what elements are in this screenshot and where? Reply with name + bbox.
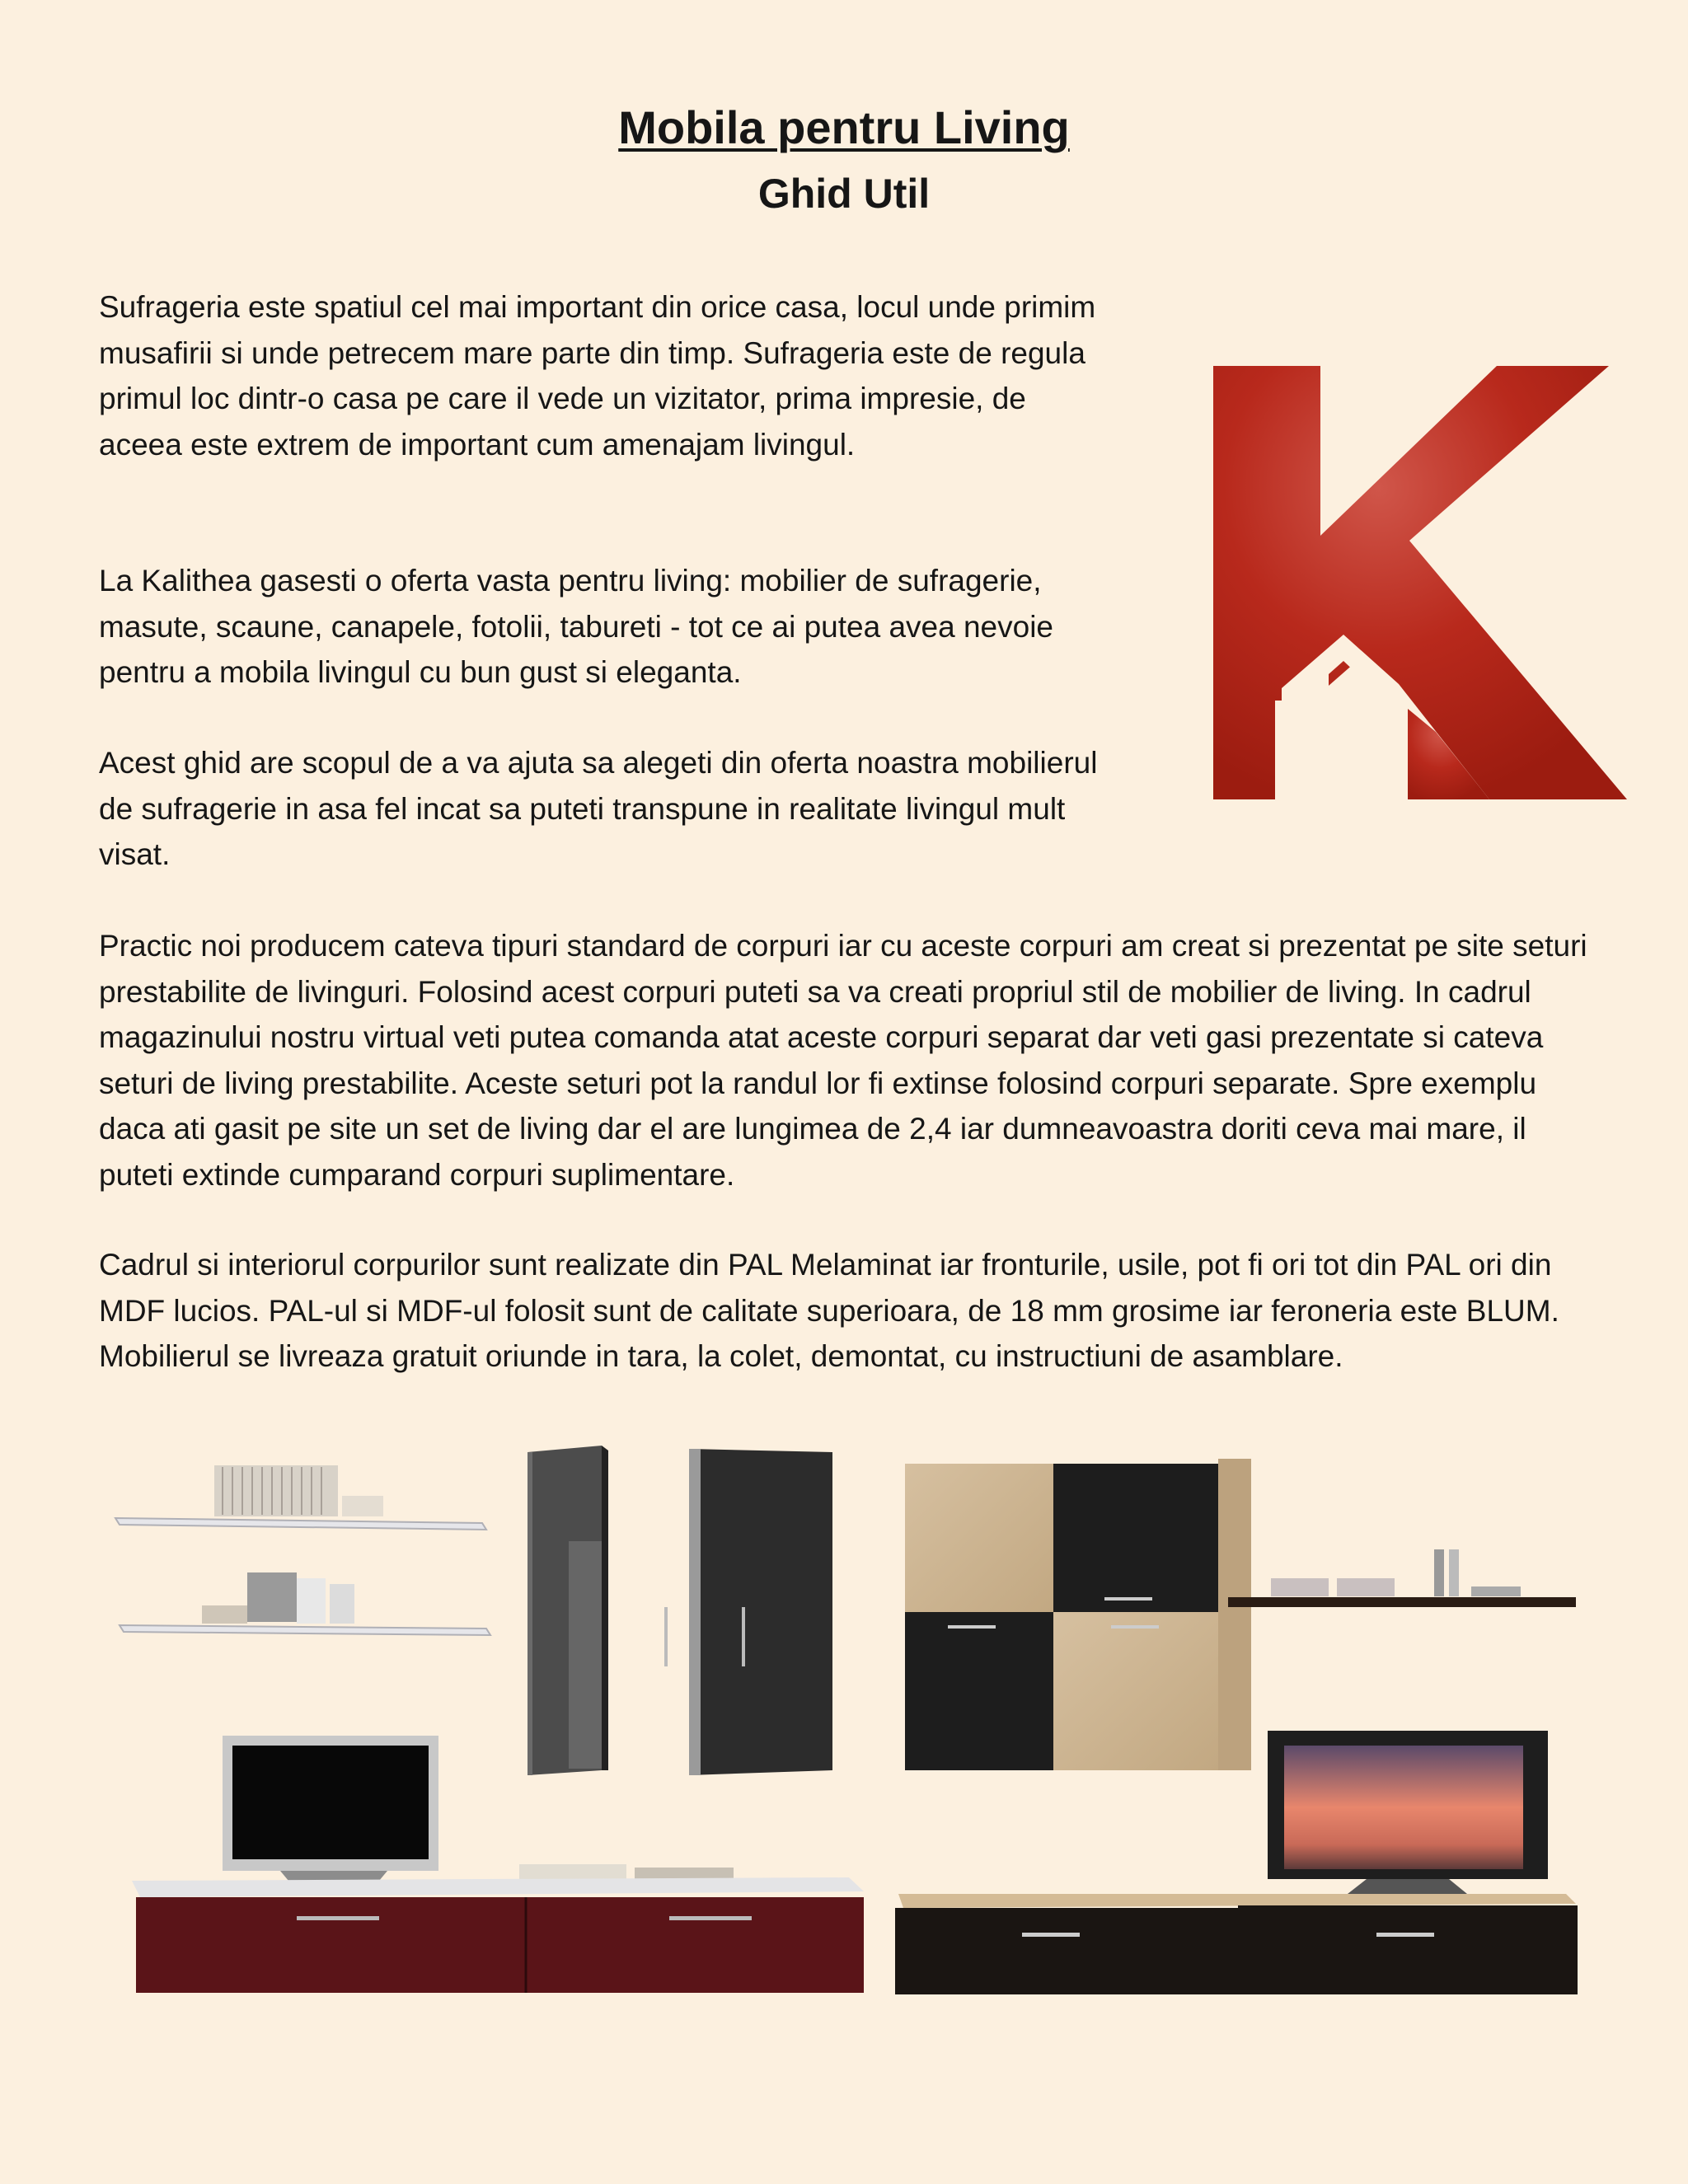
wall-shelves-left [115,1465,490,1635]
living-furniture-image [107,1442,1591,2003]
paragraph-modules: Practic noi producem cateva tipuri standard de corpuri iar cu aceste corpuri am creat si prezentat pe site seturi prestabilite de livinguri. Folosind acest corpuri puteti sa va creati propriul stil de mobilier de living. In cadrul magazinului nostru virtual veti putea comanda atat aceste corpuri separat dar veti gasi prezentate si cateva seturi de living prestabilite. Aceste seturi pot la randul lor fi extinse folosind corpuri separate. Spre exemplu daca ati gasit pe site un set de living dar el are lungimea de 2,4 iar dumneavoastra doriti ceva mai mare, il puteti extinde cumparand corpuri suplimentare. [99,929,1587,1192]
paragraph-purpose: Acest ghid are scopul de a va ajuta sa alegeti din oferta noastra mobilierul de sufragerie in asa fel incat sa puteti transpune in realitate livingul mult visat. [99,746,1098,871]
tv-stand-left [132,1736,864,1993]
kalithea-k-logo-icon [1205,363,1634,804]
page-subtitle: Ghid Util [757,171,931,217]
paragraph-materials: Cadrul si interiorul corpurilor sunt realizate din PAL Melaminat iar fronturile, usile, pot fi ori tot din PAL ori din MDF lucios. PAL-ul si MDF-ul folosit sunt de calitate superioara, de 18 mm grosime iar feroneria este BLUM. Mobilierul se livreaza gratuit oriunde in tara, la colet, demontat, cu instructiuni de asamblare. [99,1248,1559,1373]
paragraph-offer: La Kalithea gasesti o oferta vasta pentru living: mobilier de sufragerie, masute, scaune, canapele, fotolii, tabureti - tot ce ai putea avea nevoie pentru a mobila livingul cu bun gust si eleganta. [99,564,1054,689]
paragraph-intro: Sufrageria este spatiul cel mai important din orice casa, locul unde primim musafirii si unde petrecem mare parte din timp. Sufrageria este de regula primul loc dintr-o casa pe care il vede un vizitator, prima impresie, de aceea este extrem de important cum amenajam livingul. [99,290,1096,462]
page-title: Mobila pentru Living [618,101,1070,153]
tall-cabinets [528,1446,832,1775]
wall-shelf-right [1228,1549,1576,1607]
wall-box-cabinet [905,1459,1251,1770]
